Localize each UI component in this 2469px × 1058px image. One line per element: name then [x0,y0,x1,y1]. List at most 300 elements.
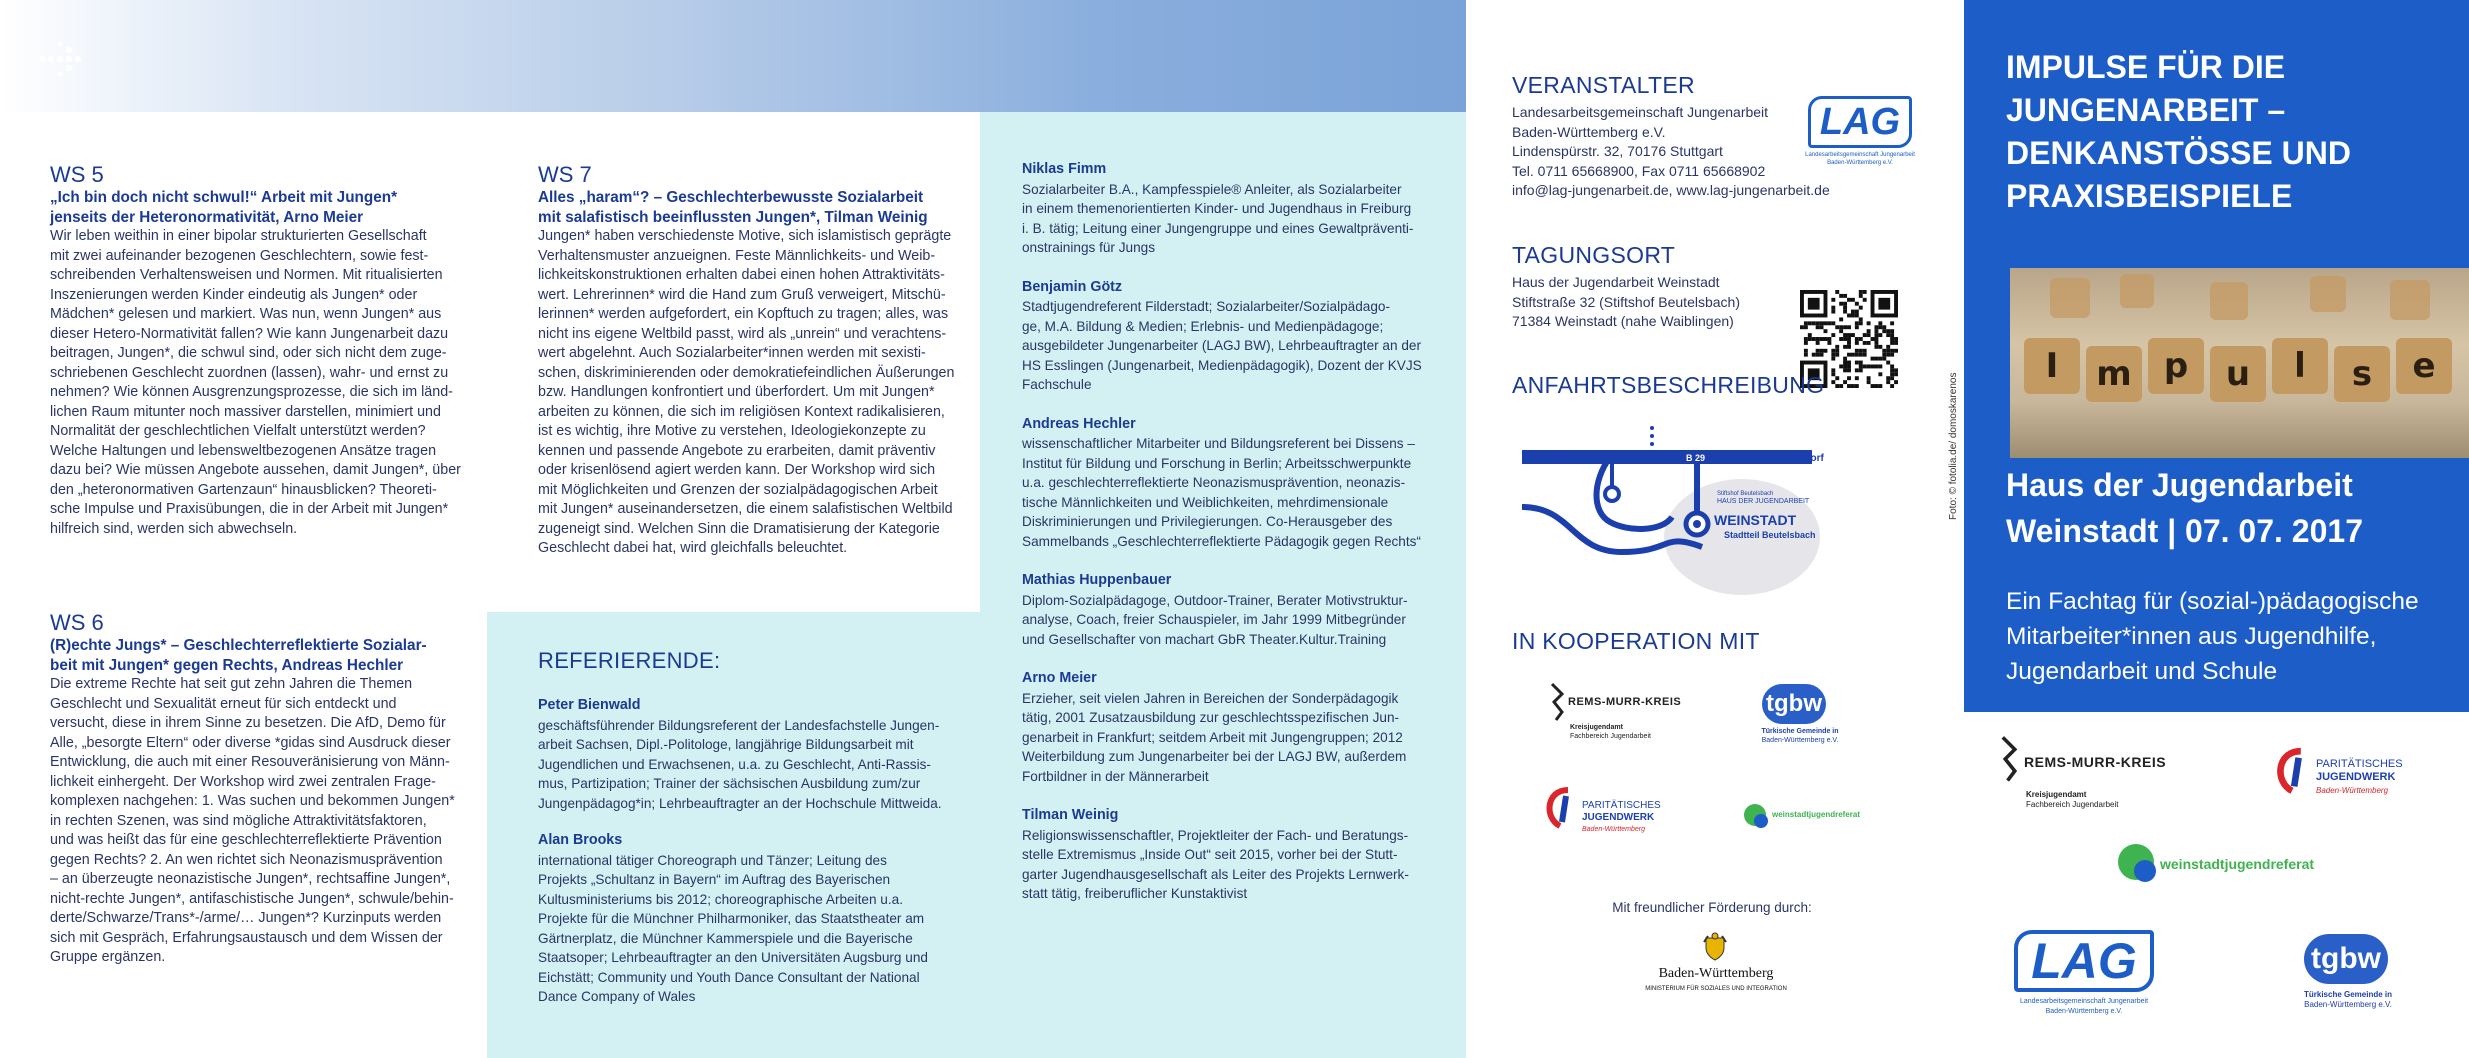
cover-place [2006,462,2456,554]
cover-title-line: JUNGENARBEIT – [2006,92,2286,128]
cover-title-line: PRAXISBEISPIELE [2006,178,2293,214]
qr-module [1827,341,1831,345]
qr-module [1874,357,1878,361]
qr-module [1863,333,1867,337]
qr-module [1874,329,1878,333]
speaker-bio-line: Stadtjugendreferent Filderstadt; Sozialarbeiter/Sozialpädago- [1022,299,1391,314]
veranstalter-line: info@lag-jungenarbeit.de, www.lag-jungenarbeit.de [1512,182,1830,198]
speaker-bio-line: Sammelbands „Geschlechterreflektierte Pädagogik gegen Rechts“ [1022,533,1421,549]
speaker-bio-line: Jugendlichen und Erwachsenen, u.a. zu Geschlecht, Anti-Rassis- [538,756,931,772]
lag-logo-mark [2014,930,2154,992]
qr-module [1871,357,1875,361]
kooperation-heading: IN KOOPERATION MIT [1512,628,1760,654]
qr-module [1820,337,1824,341]
qr-module [1816,321,1820,325]
qr-module [1800,325,1804,329]
weinstadt-mark-icon [2134,860,2156,882]
qr-module [1867,333,1871,337]
qr-module [1874,341,1878,345]
qr-module [1878,345,1882,349]
ws6-body-line: nicht-rechte Jungen*, antifaschistische Jungen*, schwule/behin- [50,890,454,907]
qr-module [1855,321,1859,325]
qr-module [1859,364,1863,368]
qr-module [1839,364,1843,368]
qr-module [1886,329,1890,333]
ws5-title [50,188,470,227]
qr-module [1886,349,1890,353]
rems-murr-logo-large [1998,734,2178,814]
speaker-bio-line: mus, Partizipation; Trainer der sächsischen Ausbildung zum/zur [538,776,921,791]
paritaet-line: Baden-Württemberg [2316,786,2389,795]
ws6-body-line: in rechten Szenen, was sind mögliche Attraktivitätsfaktoren, [50,812,427,829]
qr-module [1886,380,1890,384]
ws5-body-line: Normalität der geschlechtlichen Vielfalt unterstützt werden? [50,423,426,439]
qr-module [1890,368,1894,372]
qr-module [1863,349,1867,353]
qr-module [1890,341,1894,345]
qr-module [1874,345,1878,349]
ws5-body-line: Mädchen* gelesen und markiert. Was nun, wenn Jungen* aus [50,306,442,322]
cover-title-line: IMPULSE FÜR DIE [2006,49,2286,85]
ws7-body-line: mit Möglichkeiten und Grenzen der sozialpädagogischen Arbeit [538,481,938,498]
cover-place-line: Weinstadt | 07. 07. 2017 [2006,513,2363,549]
blank-cube [2310,276,2346,312]
lag-logo-sub: Landesarbeitsgemeinschaft Jungenarbeit [1805,152,1915,158]
qr-module [1855,353,1859,357]
ws6-title-line: beit mit Jungen* gegen Rechts, Andreas Hechler [50,656,404,674]
speaker-bio-line: arbeit Sachsen, Dipl.-Politologe, langjährige Bildungsarbeit mit [538,737,914,752]
header-gradient-bar [0,0,1466,112]
qr-module [1831,321,1835,325]
referierende-list [1022,160,1452,904]
qr-module [1835,376,1839,380]
referierende-col1 [538,648,958,1007]
qr-module [1824,329,1828,333]
anfahrt-section [1512,372,1824,399]
speaker-bio-line: Sozialarbeiter B.A., Kampfesspiele® Anleiter, als Sozialarbeiter [1022,181,1402,197]
qr-module [1835,345,1839,349]
speaker-name: Arno Meier [1022,670,1097,686]
ws7-body-line: bzw. Handlungen konfrontiert und überfordert. Um mit Jungen* [538,384,935,400]
ws7-body-line: Verhaltensmuster anzueignen. Feste Männlichkeits- und Weib- [538,247,936,264]
qr-module [1851,314,1855,318]
speaker-bio-line: Eichstätt; Community und Youth Dance Consultant der National [538,969,920,985]
qr-module [1878,372,1882,376]
tgbw-logo [1752,684,1862,754]
cover-description [2006,584,2456,689]
qr-module [1831,306,1835,310]
qr-module [1890,321,1894,325]
qr-module [1855,325,1859,329]
qr-module [1894,337,1898,341]
qr-module [1847,345,1851,349]
ws6-body [50,675,470,968]
qr-module [1835,325,1839,329]
qr-module [1851,333,1855,337]
photo-credit: Foto: © fotolia.de/ domoskarenos [1948,372,1959,520]
qr-module [1843,294,1847,298]
speaker-bio-line: Erzieher, seit vielen Jahren in Bereichen der Sonderpädagogik [1022,690,1399,706]
speaker-bio [1022,689,1452,787]
ws7-body-line: arbeiten zu können, die sich im religiösen Kontext radikalisieren, [538,403,945,420]
rems-murr-logo [1548,682,1698,752]
map-label-weinstadt: WEINSTADT [1714,512,1797,528]
veranstalter-line: Lindenspürstr. 32, 70176 Stuttgart [1512,143,1723,159]
qr-module [1847,337,1851,341]
kooperation-section [1512,628,1760,655]
tagungsort-info [1512,273,1812,332]
tgbw-sub: Baden-Württemberg e.V. [1761,737,1839,744]
speaker-bio [1022,180,1452,258]
qr-module [1890,353,1894,357]
qr-module [1878,325,1882,329]
qr-module [1827,337,1831,341]
qr-module [1843,337,1847,341]
ws6-body-line: versucht, diese in ihrem Sinne zu besetzen. Die AfD, Demo für [50,715,446,731]
letter-cube: m [2086,346,2142,402]
speaker-bio-line: genarbeit in Frankfurt; seitdem Arbeit mit Jungengruppen; 2012 [1022,729,1403,745]
qr-module [1812,353,1816,357]
ws5-body-line: den „heteronormativen Gartenzaun“ hinausblicken? Theoreti- [50,481,437,498]
qr-module [1882,353,1886,357]
veranstalter-line: Landesarbeitsgemeinschaft Jungenarbeit [1512,104,1769,120]
speaker-bio-line: und Gesellschafter von machart GbR Theater.Kultur.Training [1022,631,1387,647]
ws7-body-line: Jungen* haben verschiedenste Motive, sich islamistisch geprägte [538,228,952,244]
qr-module [1890,337,1894,341]
speaker-entry [1022,278,1452,395]
referierende-heading: REFERIERENDE: [538,648,721,673]
rems-murr-sub: Kreisjugendamt [1570,724,1623,731]
speaker-entry [1022,415,1452,552]
speaker-name: Tilman Weinig [1022,807,1119,823]
qr-module [1886,345,1890,349]
weinstadt-name: weinstadtjugendreferat [1772,810,1861,819]
cover-title-line: DENKANSTÖSSE UND [2006,135,2351,171]
letter-cube: e [2396,338,2452,394]
speaker-bio-line: international tätiger Choreograph und Tänzer; Leitung des [538,852,887,868]
speaker-name: Peter Bienwald [538,697,641,713]
bw-ministry: MINISTERIUM FÜR SOZIALES UND INTEGRATION [1645,986,1787,992]
qr-module [1843,380,1847,384]
qr-module [1867,329,1871,333]
qr-module [1863,298,1867,302]
qr-module [1816,353,1820,357]
qr-module [1820,321,1824,325]
ws5-body-line: dieser Hetero-Normativität fallen? Wie kann Jungenarbeit dazu [50,325,449,342]
bw-ministerium-logo [1636,932,1796,1002]
qr-module [1859,368,1863,372]
ws5-body-line: schriebenen Geschlecht zuordnen (lassen), wahr- und ernst zu [50,364,449,381]
foerderung-text: Mit freundlicher Förderung durch: [1612,900,1812,915]
qr-module [1886,333,1890,337]
speaker-bio [538,716,958,814]
qr-module [1871,337,1875,341]
qr-module [1808,333,1812,337]
workshop-7 [538,162,958,559]
letter-cube: p [2148,338,2204,394]
speaker-bio-line: onstrainings für Jungs [1022,240,1155,255]
veranstalter-line: Tel. 0711 65668900, Fax 0711 65668902 [1512,162,1766,179]
speaker-bio-line: stelle Extremismus „Inside Out“ seit 2015, vorher bei der Stutt- [1022,847,1398,862]
qr-module [1843,333,1847,337]
veranstalter-heading: VERANSTALTER [1512,72,1695,98]
speaker-bio-line: tätig, 2001 Zusatzausbildung zur geschlechtsspezifischen Jun- [1022,710,1400,725]
tgbw-badge [1762,684,1826,724]
speaker-bio-line: Kultusministeriums bis 2012; choreographische Arbeiten u.a. [538,891,903,907]
qr-module [1878,384,1882,388]
cover-place-line: Haus der Jugendarbeit [2006,467,2353,503]
map-label-b29: B 29 [1686,453,1706,463]
paritaet-mark-icon [2270,746,2314,796]
qr-module [1874,333,1878,337]
ws5-number: WS 5 [50,162,104,187]
qr-module [1847,376,1851,380]
speaker-entry [1022,806,1452,904]
ws5-body-line: mit zwei aufeinander bezogenen Geschlechtern, sowie fest- [50,247,429,264]
ws6-body-line: Alle, „besorgte Eltern“ oder diverse *gidas sind Ausdruck dieser [50,734,451,751]
ws7-body-line: nicht ins eigene Weltbild passt, wird als „unrein“ und verachtens- [538,325,947,342]
speaker-bio-line: i. B. tätig; Leitung einer Jungengruppe und eines Gewaltpräventi- [1022,220,1414,236]
qr-module [1859,361,1863,365]
speaker-bio-line: Projekte für die Münchner Philharmoniker, das Staatstheater am [538,911,925,926]
qr-module [1882,329,1886,333]
veranstalter-info [1512,103,1842,201]
qr-module [1824,321,1828,325]
qr-module [1847,361,1851,365]
qr-module [1878,364,1882,368]
qr-module [1839,302,1843,306]
ws7-body-line: Geschlecht dabei hat, wird gleichfalls beleuchtet. [538,540,848,556]
qr-module [1890,364,1894,368]
qr-module [1839,337,1843,341]
qr-module [1886,361,1890,365]
ws6-title-line: (R)echte Jungs* – Geschlechterreflektierte Sozialar- [50,637,427,654]
paritaet-line: PARITÄTISCHES [2316,758,2403,770]
qr-module [1835,353,1839,357]
ws6-body-line: gegen Rechts? 2. An wen richtet sich Neonazismusprävention [50,851,443,868]
qr-module [1878,357,1882,361]
ws5-body-line: beitragen, Jungen*, die schwul sind, oder sich nicht dem zuge- [50,345,447,361]
veranstalter-line: Baden-Württemberg e.V. [1512,123,1666,140]
speaker-bio [1022,826,1452,904]
paritaet-mark-icon [1540,786,1580,830]
tgbw-badge [2304,934,2388,984]
qr-module [1847,298,1851,302]
qr-module [1859,353,1863,357]
qr-module [1820,325,1824,329]
qr-module [1878,333,1882,337]
ws7-body-line: mit Jungen* auseinandersetzen, die einem salafistischen Weltbild [538,501,953,517]
qr-module [1863,364,1867,368]
cover-photo [2010,268,2469,458]
route-map[interactable] [1512,412,1832,602]
qr-module [1851,384,1855,388]
qr-module [1847,353,1851,357]
workshop-6 [50,610,470,968]
speaker-bio [1022,434,1452,551]
qr-module [1855,368,1859,372]
map-label-stiftshof: Stiftshof Beutelsbach [1717,491,1774,497]
referierende-list [538,696,958,1007]
qr-module [1804,341,1808,345]
tagungsort-line: Haus der Jugendarbeit Weinstadt [1512,274,1720,290]
qr-module [1816,341,1820,345]
qr-module [1859,306,1863,310]
lag-logo-large [2004,930,2164,1020]
qr-module [1859,317,1863,321]
qr-module [1855,314,1859,318]
ws5-body-line: lichen Raum mitunter noch massiver darstellen, minimiert und [50,403,441,420]
ws7-body-line: wert. Lehrerinnen* wird die Hand zum Gruß verweigert, Mitschü- [538,286,946,303]
qr-module [1851,310,1855,314]
qr-module [1894,380,1898,384]
qr-module [1855,361,1859,365]
weinstadt-logo-large [2118,840,2338,890]
ws7-title-line: mit salafistisch beeinflussten Jungen*, Tilman Weinig [538,208,928,226]
qr-module [1816,349,1820,353]
ws5-body-line: dazu bei? Wie müssen Angebote aussehen, damit Jungen*, über [50,462,461,478]
qr-module [1804,353,1808,357]
qr-module [1816,337,1820,341]
tgbw-sub: Türkische Gemeinde in [2303,990,2393,999]
rems-murr-name: REMS-MURR-KREIS [1568,696,1682,708]
qr-module [1855,384,1859,388]
ws6-body-line: komplexen nachgehen: 1. Was suchen und bekommen Jungen* [50,793,455,809]
qr-module [1847,364,1851,368]
ws6-body-line: und was heißt das für eine geschlechterreflektierte Prävention [50,832,442,848]
qr-module [1882,349,1886,353]
ws7-body-line: wert abgelehnt. Auch Sozialarbeiter*innen werden mit sexisti- [538,345,926,361]
qr-module [1843,368,1847,372]
qr-module [1847,368,1851,372]
speaker-bio-line: Fachschule [1022,377,1092,392]
lag-logo-mark [1808,96,1912,148]
qr-module [1871,384,1875,388]
qr-module [1804,325,1808,329]
ws5-body [50,227,470,539]
qr-module [1871,364,1875,368]
qr-module [1878,298,1890,310]
speaker-entry [538,831,958,1007]
speaker-name: Mathias Huppenbauer [1022,572,1172,588]
qr-module [1882,325,1886,329]
qr-module [1843,302,1847,306]
referierende-col2 [1022,160,1452,904]
qr-module [1843,357,1847,361]
qr-module [1874,325,1878,329]
qr-module [1839,325,1843,329]
lag-logo-text: LAG [2031,933,2137,989]
qr-module [1812,337,1816,341]
paritaet-line: Baden-Württemberg [1582,826,1646,833]
speaker-entry [538,696,958,813]
speaker-bio-line: in einem themenorientierten Kinder- und Jugendhaus in Freiburg [1022,201,1412,216]
ws5-body-line: Welche Haltungen und lebensweltbezogenen Ansätze tragen [50,442,437,459]
cover-desc-line: Ein Fachtag für (sozial-)pädagogische [2006,588,2419,615]
cover-desc-line: Mitarbeiter*innen aus Jugendhilfe, [2006,623,2377,650]
map-label-haus: HAUS DER JUGENDARBEIT [1717,498,1810,505]
qr-module [1886,376,1890,380]
tgbw-logo-large [2290,934,2420,1014]
speaker-bio-line: Gärtnerplatz, die Münchner Kammerspiele und die Bayerische [538,930,913,946]
speaker-name: Niklas Fimm [1022,161,1107,177]
qr-module [1804,349,1808,353]
ws6-number: WS 6 [50,610,104,635]
qr-module [1804,337,1808,341]
qr-module [1890,372,1894,376]
qr-module [1831,333,1835,337]
qr-module [1843,325,1847,329]
paritaet-line: JUGENDWERK [1582,812,1655,823]
qr-module [1824,349,1828,353]
letter-cube: s [2334,346,2390,402]
workshop-5 [50,162,470,539]
blank-cube [2390,280,2430,320]
bw-name: Baden-Württemberg [1658,966,1774,981]
qr-module [1894,372,1898,376]
qr-module [1812,321,1816,325]
qr-module [1831,349,1835,353]
qr-module [1855,337,1859,341]
ws7-body-line: lichkeitskonstruktionen erhalten dabei einen hohen Attraktivitäts- [538,267,945,283]
speaker-bio-line: Institut für Bildung und Forschung in Berlin; Arbeitsschwerpunkte [1022,455,1412,471]
qr-module [1843,310,1847,314]
tgbw-sub: Türkische Gemeinde in [1761,728,1839,735]
speaker-bio-line: statt tätig, freiberuflicher Kunstaktivist [1022,886,1248,901]
qr-module [1831,298,1835,302]
qr-module [1867,321,1871,325]
ws7-body-line: kennen und passende Angebote zu erarbeiten, damit präventiv [538,442,936,459]
ws6-body-line: lichkeit einhergeht. Der Workshop wird zwei zentralen Frage- [50,773,436,790]
ws6-body-line: sich mit Gespräch, Erfahrungsaustausch und dem Wissen der [50,929,443,946]
qr-module [1843,364,1847,368]
qr-module [1847,384,1851,388]
qr-module [1843,345,1847,349]
qr-module [1890,333,1894,337]
qr-module [1867,380,1871,384]
paritaet-logo-large [2270,746,2450,806]
speaker-bio-line: HS Esslingen (Jungenarbeit, Medienpädagogik), Dozent der KVJS [1022,357,1422,373]
rems-murr-sub: Fachbereich Jugendarbeit [1570,733,1651,740]
qr-module [1859,294,1863,298]
ws6-body-line: Die extreme Rechte hat seit gut zehn Jahren die Themen [50,676,413,692]
tagungsort-line: Stiftstraße 32 (Stiftshof Beutelsbach) [1512,293,1740,310]
lag-logo-sub: Landesarbeitsgemeinschaft Jungenarbeit [2019,998,2149,1005]
qr-module [1855,310,1859,314]
map-label-beutelsbach: Stadtteil Beutelsbach [1724,530,1816,540]
tagungsort-heading: TAGUNGSORT [1512,242,1676,268]
qr-module [1894,341,1898,345]
qr-module [1839,329,1843,333]
letter-cube: l [2272,338,2328,394]
ws6-body-line: derte/Schwarze/Trans*-/arme/… Jungen*? Kurzinputs werden [50,910,442,926]
qr-module [1847,333,1851,337]
qr-module [1874,364,1878,368]
qr-module [1867,376,1871,380]
qr-module [1839,317,1843,321]
weinstadt-name: weinstadtjugendreferat [2160,856,2315,872]
qr-module [1874,337,1878,341]
qr-module [1847,314,1851,318]
ws5-body-line: Inszenierungen werden Kinder eindeutig als Jungen* oder [50,286,418,303]
qr-module [1855,302,1859,306]
ws7-number: WS 7 [538,162,592,187]
rems-murr-mark-icon [1998,734,2022,784]
blank-cube [2050,278,2090,318]
blank-cube [2210,282,2248,320]
speaker-bio-line: Staatsoper; Lehrbeauftragter an den Universitäten Augsburg und [538,950,928,965]
qr-module [1835,290,1839,294]
